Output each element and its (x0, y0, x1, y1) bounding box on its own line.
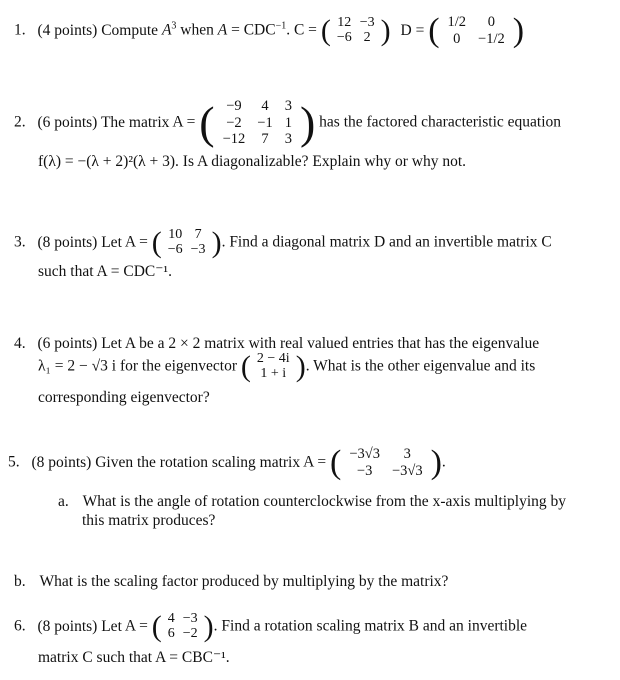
question-3: 3. (8 points) Let A = ( 10 7 −6 −3 ). Find a diagonal matrix D and an invertible matrix C (14, 226, 552, 259)
q4-lambda: λ₁ = 2 − √3 i for the eigenvector (38, 357, 241, 375)
q1-number: 1. (14, 21, 26, 39)
q3-line2: such that A = CDC⁻¹. (38, 263, 172, 280)
q3-prefix: (8 points) Let (37, 233, 125, 251)
q5-a-text2: this matrix produces? (82, 512, 216, 529)
q4-line1: (6 points) Let A be a 2 × 2 matrix with real valued entries that has the eigenvalue (37, 335, 540, 352)
question-6: 6. (8 points) Let A = ( 4 −3 6 −2 ). Find a rotation scaling matrix B and an invertible (14, 610, 528, 643)
q6-line2: matrix C such that A = CBC⁻¹. (38, 649, 230, 666)
q1-D-label: D = (400, 21, 429, 39)
q5-b-label: b. (14, 573, 26, 590)
q2-number: 2. (14, 113, 26, 131)
q4-number: 4. (14, 335, 26, 352)
q5-a-label: a. (58, 493, 69, 510)
q5-b-text: What is the scaling factor produced by multiplying by the matrix? (39, 573, 449, 590)
question-2: 2. (6 points) The matrix A = ( −9 4 3 −2 −1 1 −12 7 3 ) has the factored characteristic equation (14, 97, 562, 148)
q5-a-text1: What is the angle of rotation counterclockwise from the x-axis multiplying by (82, 493, 567, 510)
q1-matrix-C: 12 −3 −6 2 (336, 15, 375, 45)
q6-A-label: A = (124, 617, 152, 635)
q2-line2: f(λ) = −(λ + 2)²(λ + 3). Is A diagonalizable? Explain why or why not. (38, 153, 467, 170)
q5-A-label: A = (303, 453, 330, 471)
q1-dot: . (286, 21, 294, 39)
q5-number: 5. (8, 453, 20, 471)
q1-power: 3 (171, 20, 177, 32)
q4-line3: corresponding eigenvector? (38, 389, 210, 406)
q3-A-label: A = (124, 233, 152, 251)
question-5: 5. (8 points) Given the rotation scaling matrix A = ( −3√3 3 −3 −3√3 ). (8, 444, 446, 481)
q5-matrix-A: −3√3 3 −3 −3√3 (349, 446, 423, 479)
q1-A: A (161, 21, 172, 39)
q1-matrix-D: 1/2 0 0 −1/2 (447, 14, 505, 47)
q2-prefix: (6 points) The matrix (37, 113, 173, 131)
q4-post: . What is the other eigenvalue and its (305, 357, 536, 375)
q6-matrix-A: 4 −3 6 −2 (167, 611, 198, 641)
q5-a (58, 492, 566, 511)
q6-number: 6. (14, 617, 26, 635)
q4-line2: λ₁ = 2 − √3 i for the eigenvector ( 2 − 4i 1 + i ). What is the other eigenvalue and its (38, 350, 536, 383)
q6-prefix: (8 points) Let (37, 617, 125, 635)
question-1: 1. (4 points) Compute $A^3$ when $A = CDC^{-1}$. C = ( 12 −3 −6 2 ) D = ( 1/2 0 0 −1/2 ) (14, 12, 525, 49)
q5-post: . (441, 453, 446, 471)
q4-eigenvector: 2 − 4i 1 + i (256, 351, 290, 381)
q1-when: when (176, 21, 218, 39)
q2-matrix-A: −9 4 3 −2 −1 1 −12 7 3 (222, 98, 292, 148)
q5-prefix: (8 points) Given the rotation scaling matrix (31, 453, 304, 471)
q3-number: 3. (14, 233, 26, 251)
q1-prefix: (4 points) Compute (37, 21, 162, 39)
q1-eq: = CDC (227, 21, 276, 39)
q6-post: . Find a rotation scaling matrix B and an invertible (213, 617, 528, 635)
q5-b (14, 572, 448, 591)
q2-A-label: A = (172, 113, 200, 131)
q1-inv: −1 (275, 20, 287, 32)
q3-matrix-A: 10 7 −6 −3 (167, 227, 206, 257)
q3-post: . Find a diagonal matrix D and an invertible matrix C (221, 233, 552, 251)
q2-post: has the factored characteristic equation (319, 113, 562, 131)
q1-C-label: C = (293, 21, 321, 39)
